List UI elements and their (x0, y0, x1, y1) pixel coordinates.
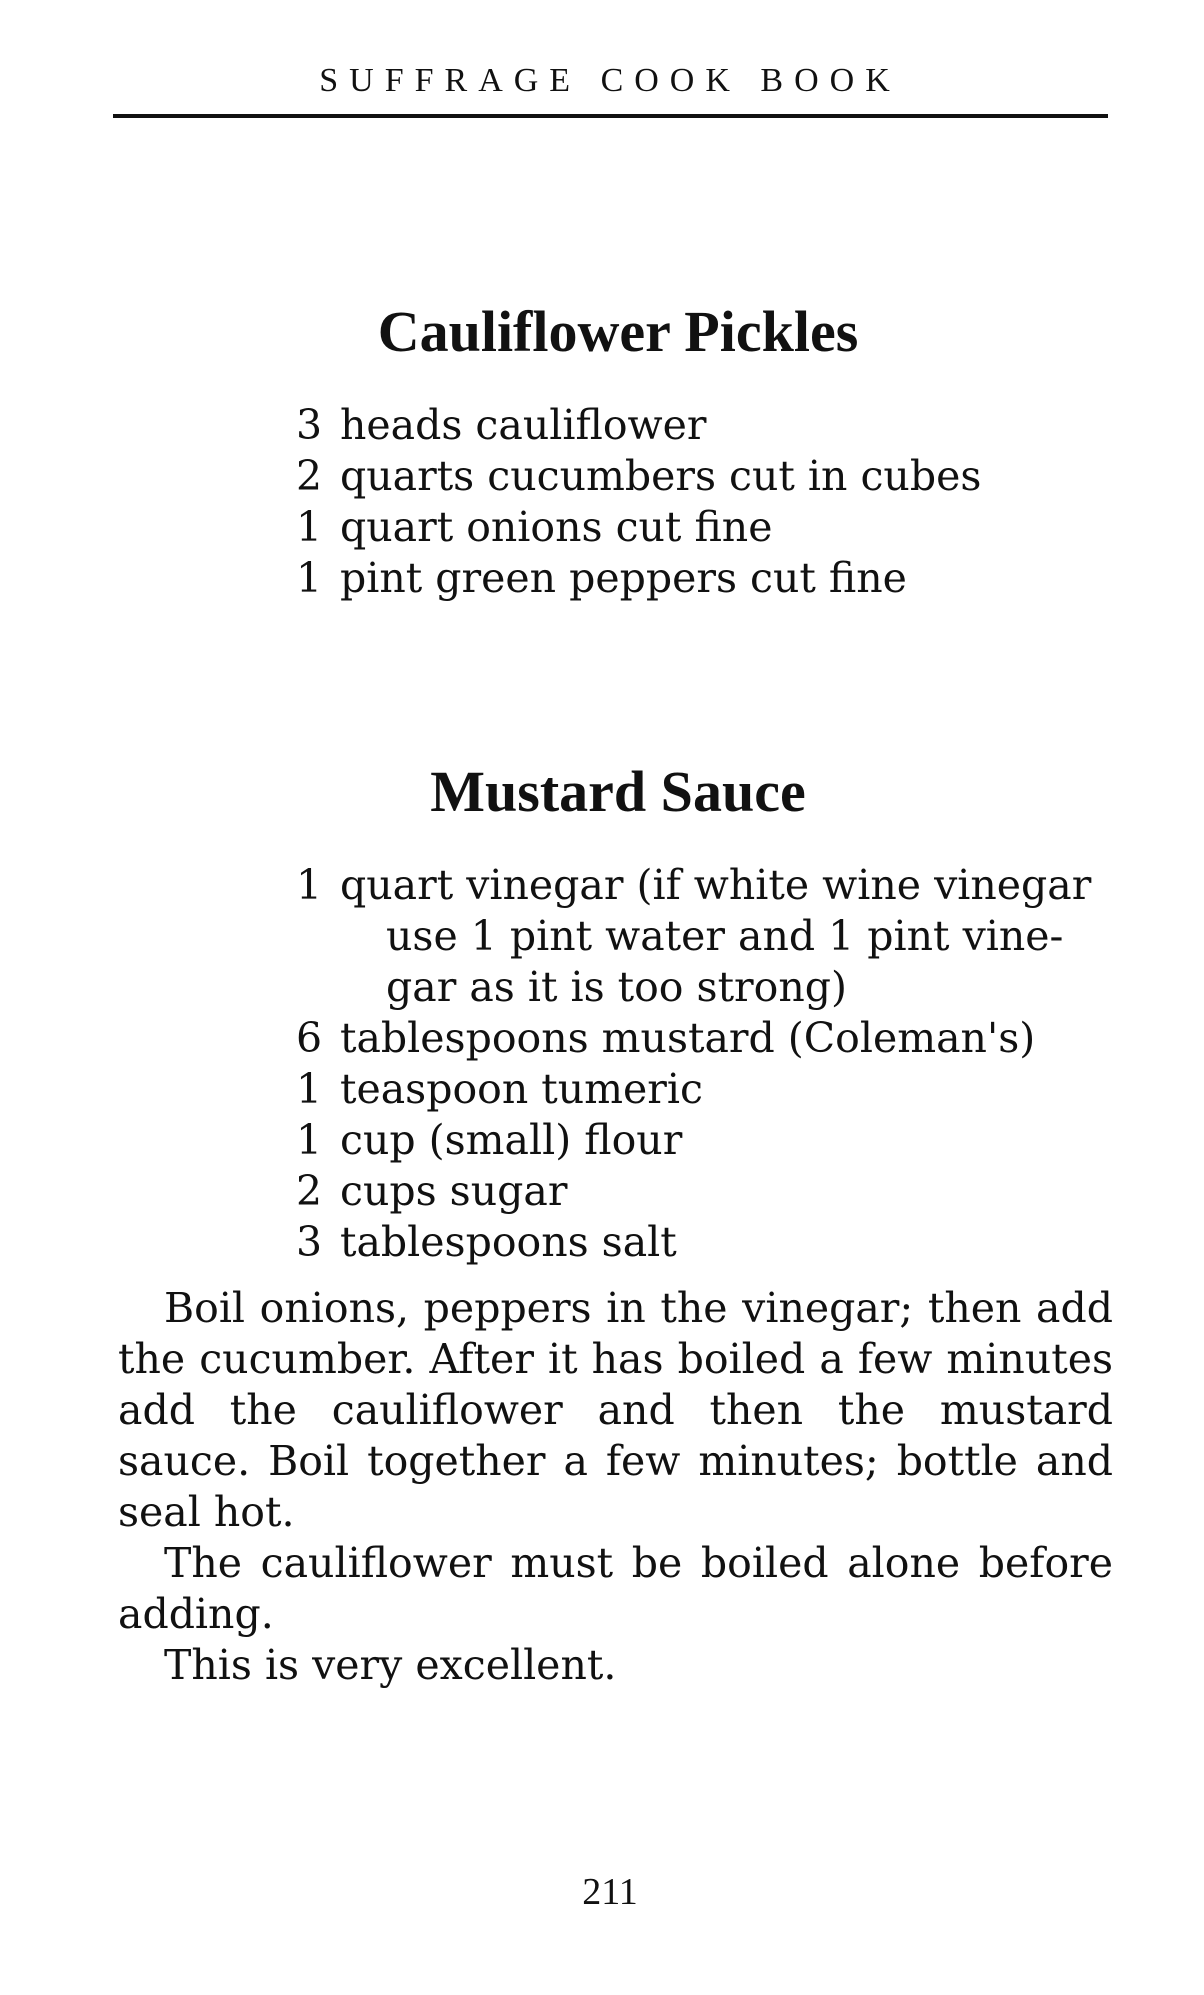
ingredient-text: tablespoons salt (340, 1218, 677, 1266)
ingredient-text: pint green peppers cut fine (340, 554, 907, 602)
ingredient-text: quarts cucumbers cut in cubes (340, 452, 982, 500)
ingredient-list-mustard-sauce (296, 860, 1126, 1268)
ingredient-quantity: 6 (296, 1014, 323, 1062)
ingredient-text: quart vinegar (if white wine vinegar use 1 pint water and 1 pint vine-gar as it is too strong) (340, 861, 1092, 1011)
ingredient-text: teaspoon tumeric (340, 1065, 703, 1113)
ingredient-text: tablespoons mustard (Coleman's) (340, 1014, 1036, 1062)
ingredient-item (296, 451, 1126, 502)
ingredient-item (296, 1166, 1126, 1217)
ingredient-item (296, 1013, 1126, 1064)
directions-paragraph: Boil onions, peppers in the vinegar; then add the cucumber. After it has boiled a few minutes add the cauliflower and then the mustard sauce. Boil together a few minutes; bottle and seal hot. (118, 1284, 1113, 1536)
ingredient-text: heads cauliflower (340, 401, 707, 449)
ingredient-item (296, 400, 1126, 451)
directions-paragraph: The cauliflower must be boiled alone before adding. (118, 1539, 1113, 1638)
ingredient-text: cup (small) flour (340, 1116, 683, 1164)
ingredient-item (296, 1064, 1126, 1115)
ingredient-text: quart onions cut fine (340, 503, 773, 551)
header-rule (113, 114, 1108, 118)
ingredient-item (296, 553, 1126, 604)
ingredient-quantity: 1 (296, 503, 323, 551)
ingredient-quantity: 1 (296, 861, 323, 909)
recipe-title-mustard-sauce: Mustard Sauce (430, 759, 806, 824)
ingredient-list-cauliflower-pickles (296, 400, 1126, 604)
ingredient-text: cups sugar (340, 1167, 568, 1215)
recipe-title-cauliflower-pickles: Cauliflower Pickles (377, 299, 859, 364)
ingredient-item (296, 1217, 1126, 1268)
ingredient-quantity: 1 (296, 554, 323, 602)
ingredient-item (296, 1115, 1126, 1166)
page-number: 211 (582, 1871, 638, 1913)
ingredient-quantity: 1 (296, 1116, 323, 1164)
ingredient-quantity: 3 (296, 401, 323, 449)
ingredient-quantity: 3 (296, 1218, 323, 1266)
ingredient-quantity: 2 (296, 452, 323, 500)
recipe-directions (118, 1283, 1113, 1691)
ingredient-item (296, 502, 1126, 553)
ingredient-quantity: 1 (296, 1065, 323, 1113)
ingredient-item (296, 860, 1126, 1013)
directions-paragraph: This is very excellent. (164, 1641, 617, 1689)
running-head: SUFFRAGE COOK BOOK (319, 62, 901, 99)
ingredient-quantity: 2 (296, 1167, 323, 1215)
